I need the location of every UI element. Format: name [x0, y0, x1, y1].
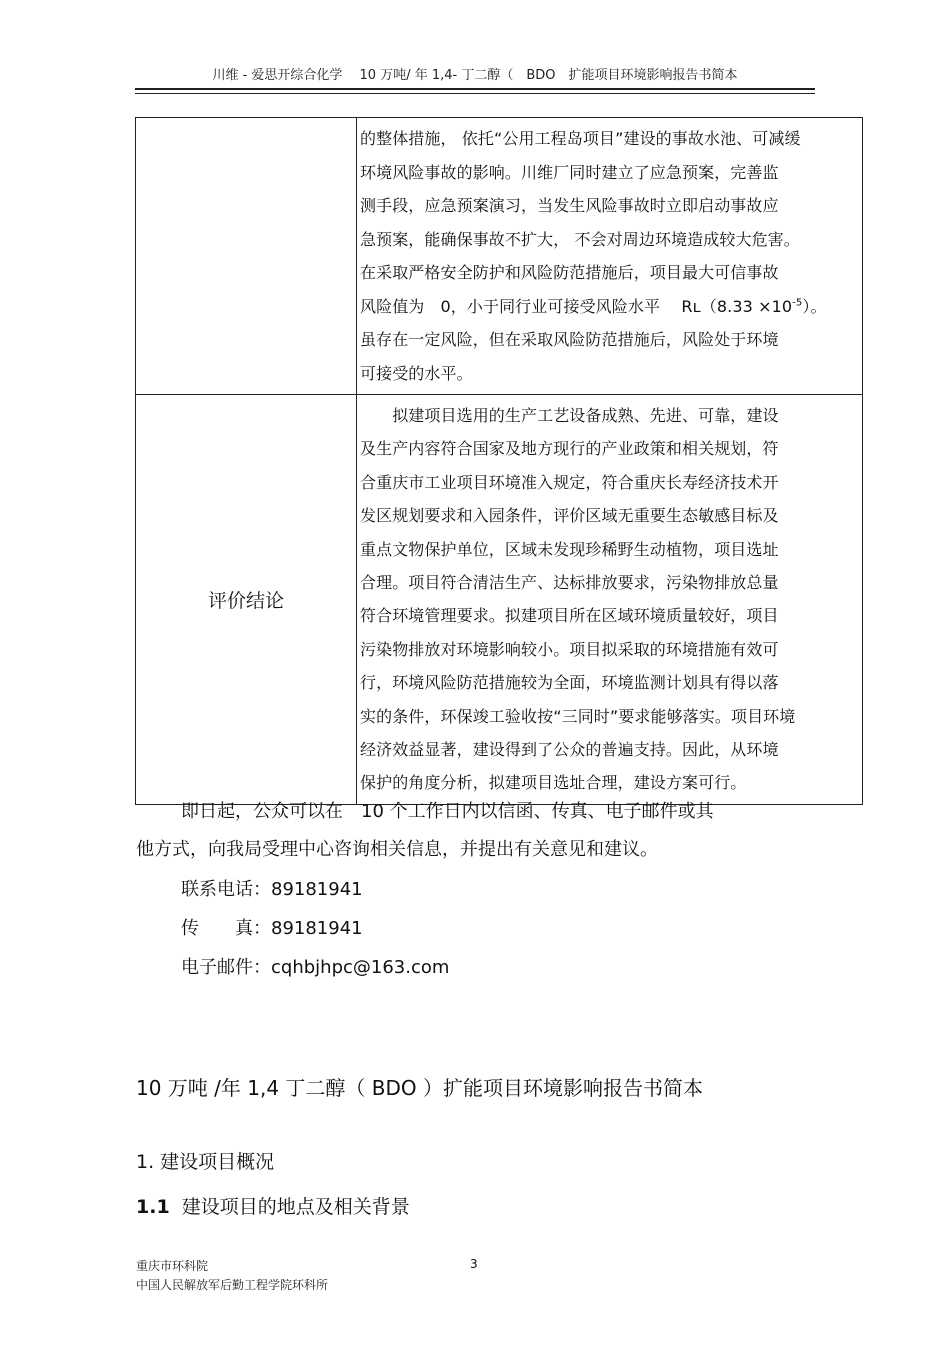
cell-line: 在采取严格安全防护和风险防范措施后，项目最大可信事故: [360, 263, 779, 282]
cell-line: 合重庆市工业项目环境准入规定，符合重庆长寿经济技术开: [360, 472, 779, 492]
subsection-text: 建设项目的地点及相关背景: [181, 1196, 410, 1218]
cell-line: 急预案，能确保事故不扩大， 不会对周边环境造成较大危害。: [360, 229, 800, 249]
cell-line: 实的条件，环保竣工验收按“三同时”要求能够落实。项目环境: [360, 706, 796, 726]
cell-line: 合理。项目符合清洁生产、达标排放要求，污染物排放总量: [360, 572, 779, 592]
header-rule-thin: [135, 93, 815, 94]
table-row: [136, 395, 863, 805]
notice-line: 他方式，向我局受理中心咨询相关信息，并提出有关意见和建议。: [136, 839, 658, 860]
email-link[interactable]: cqhbjhpc@163.com: [271, 957, 450, 978]
cell-line: 虽存在一定风险，但在采取风险防范措施后，风险处于环境: [360, 330, 779, 349]
cell-line: 及生产内容符合国家及地方现行的产业政策和相关规划，符: [360, 439, 779, 459]
running-header: 川维 - 爱思开综合化学 10 万吨/ 年 1,4- 丁二醇（ BDO 扩能项目环境影响报告书简本: [212, 68, 738, 83]
contact-label: 电子邮件：: [181, 957, 271, 978]
contact-label: 联系电话：: [181, 879, 271, 900]
header-rule: [135, 88, 815, 90]
risk-tail: ）。: [802, 296, 827, 316]
conclusion-label: 评价结论: [136, 395, 357, 805]
cell-line: 拟建项目选用的生产工艺设备成熟、先进、可靠，建设: [360, 406, 779, 425]
cell-line: 保护的角度分析，拟建项目选址合理，建设方案可行。: [360, 773, 747, 793]
contact-fax: [181, 914, 363, 940]
contact-email: [181, 953, 449, 979]
contact-value: 89181941: [271, 918, 363, 939]
section-heading: 1. 建设项目概况: [136, 1151, 275, 1173]
cell-line: 重点文物保护单位，区域未发现珍稀野生动植物，项目选址: [360, 539, 779, 559]
cell-line: 环境风险事故的影响。川维厂同时建立了应急预案，完善监: [360, 162, 779, 182]
document-title: 10 万吨 /年 1,4 丁二醇（ BDO ）扩能项目环境影响报告书简本: [136, 1076, 704, 1100]
contact-label: 传 真：: [181, 918, 271, 939]
cell-line: 发区规划要求和入园条件，评价区域无重要生态敏感目标及: [360, 506, 779, 526]
row-label-cell: [136, 118, 357, 395]
contact-phone: [181, 875, 363, 901]
table-row: [136, 118, 863, 395]
cell-line: 经济效益显著，建设得到了公众的普遍支持。因此，从环境: [360, 739, 779, 759]
cell-line: 污染物排放对环境影响较小。项目拟采取的环境措施有效可: [360, 639, 779, 659]
row-content-cell: [357, 118, 863, 395]
cell-line: 可接受的水平。: [360, 363, 473, 383]
contact-value: 89181941: [271, 879, 363, 900]
notice-line: 即日起，公众可以在 10 个工作日内以信函、传真、电子邮件或其: [181, 801, 714, 822]
conclusion-content: [357, 395, 863, 805]
footer-org: 重庆市环科院: [136, 1259, 209, 1273]
cell-line-risk: [360, 290, 860, 324]
subsection-heading: [136, 1192, 410, 1219]
cell-line: 行，环境风险防范措施较为全面，环境监测计划具有得以落: [360, 673, 779, 693]
subsection-number: 1.1: [136, 1196, 170, 1218]
exponent: -5: [792, 297, 803, 309]
risk-text: 风险值为 0，小于同行业可接受风险水平 Rʟ（8.33 ×10: [360, 296, 793, 316]
page-number: 3: [470, 1257, 478, 1271]
cell-line: 的整体措施， 依托“公用工程岛项目”建设的事故水池、可减缓: [360, 129, 801, 148]
cell-line: 测手段，应急预案演习，当发生风险事故时立即启动事故应: [360, 196, 779, 215]
cell-line: 符合环境管理要求。拟建项目所在区域环境质量较好，项目: [360, 606, 779, 626]
footer-org: 中国人民解放军后勤工程学院环科所: [136, 1278, 329, 1292]
assessment-table: [135, 117, 863, 805]
